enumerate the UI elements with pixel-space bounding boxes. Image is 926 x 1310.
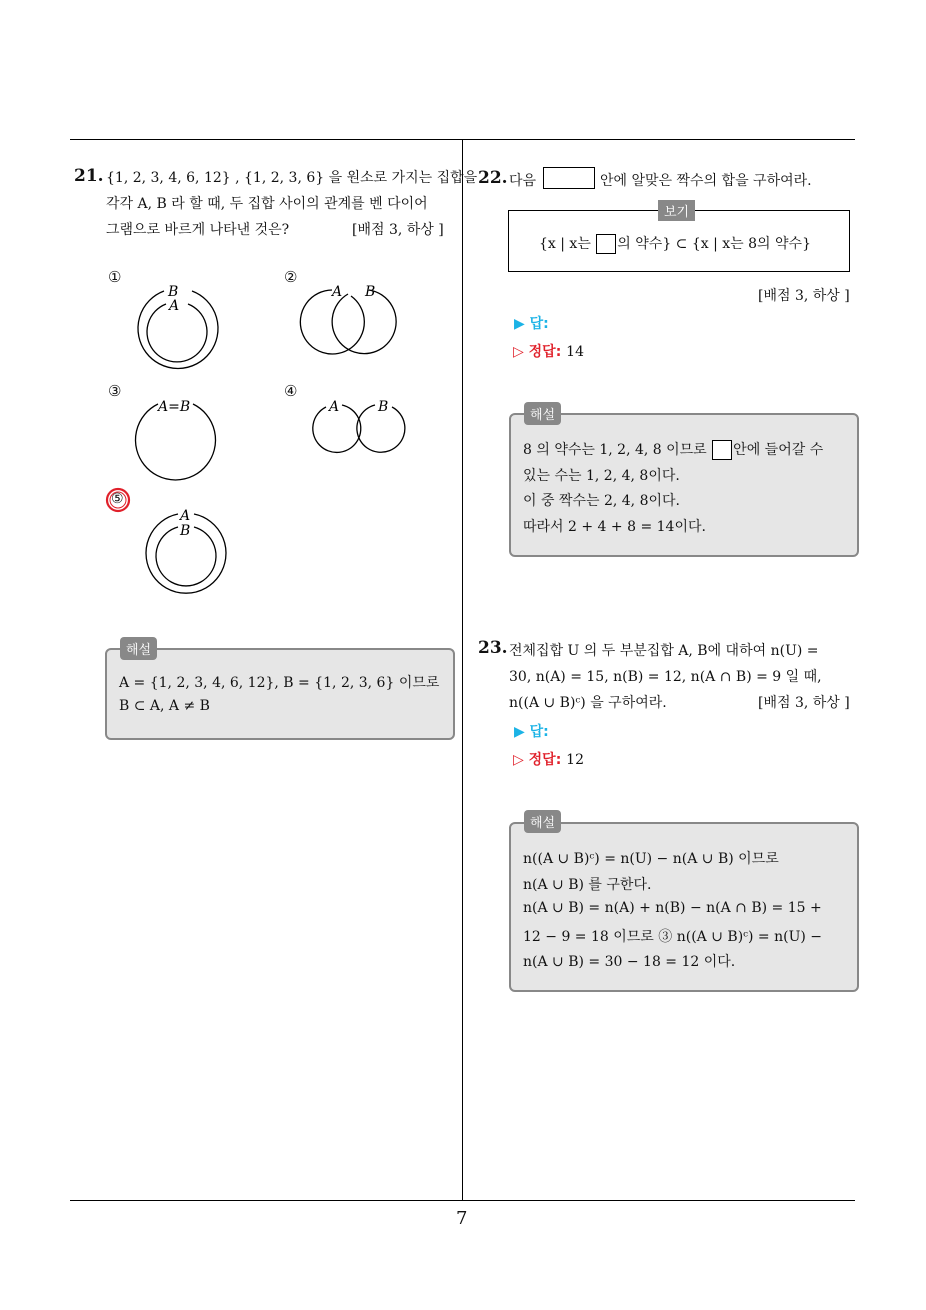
option-number: ① (108, 268, 122, 286)
q23-solution-tag: 해설 (524, 810, 561, 833)
q23-solution-line3: n(A ∪ B) = n(A) + n(B) − n(A ∩ B) = 15 + (523, 900, 822, 916)
q21-option-4[interactable] (284, 382, 414, 462)
q22-bogi-tag: 보기 (658, 200, 695, 221)
correct-label: ▷ 정답: (513, 344, 562, 360)
q22-answer-blank (543, 167, 595, 189)
q21-line1: {1, 2, 3, 4, 6, 12} , {1, 2, 3, 6} 을 원소로 가지는 집합을 (106, 170, 478, 186)
q22-correct-row (513, 341, 584, 361)
q22-score: [배점 3, 하상 ] (758, 288, 850, 304)
q23-line1: 전체집합 U 의 두 부분집합 A, B에 대하여 n(U) = (509, 643, 819, 659)
column-divider (462, 139, 463, 1201)
correct-value: 12 (566, 752, 584, 768)
venn-label-right: B (365, 284, 376, 300)
venn-diagram-3 (108, 382, 228, 482)
q23-solution-box (509, 822, 859, 992)
q21-option-2[interactable] (284, 268, 414, 358)
venn-label-right: B (378, 399, 389, 415)
q21-number: 21. (74, 166, 104, 186)
venn-diagram-4 (284, 382, 414, 462)
q22-number: 22. (478, 168, 508, 188)
q21-option-5[interactable] (104, 486, 234, 596)
q22-bogi-content (539, 233, 811, 254)
bogi-mid: 의 약수} ⊂ {x | x는 8의 약수} (617, 236, 811, 252)
q23-correct-row (513, 749, 584, 769)
q22-solution-line3: 이 중 짝수는 2, 4, 8이다. (523, 493, 680, 509)
q21-solution-box (105, 648, 455, 740)
q22-solution-line2: 있는 수는 1, 2, 4, 8이다. (523, 468, 680, 484)
option-number: ③ (108, 382, 122, 400)
bogi-left: {x | x는 (539, 236, 591, 252)
venn-label-outer: A (180, 508, 191, 524)
correct-label: ▷ 정답: (513, 752, 562, 768)
q22-solution-line1: 8 의 약수는 1, 2, 4, 8 이므로 안에 들어갈 수 (523, 442, 824, 458)
q23-line3: n((A ∪ B)ᶜ) 을 구하여라. (509, 695, 667, 711)
correct-value: 14 (566, 344, 584, 360)
venn-label-inner: A (169, 298, 180, 314)
q21-line2: 각각 A, B 라 할 때, 두 집합 사이의 관계를 벤 다이어 (106, 196, 428, 212)
venn-label-inner: B (180, 523, 191, 539)
venn-diagram-2 (284, 268, 414, 358)
q23-score: [배점 3, 하상 ] (758, 695, 850, 711)
q21-option-1[interactable] (108, 268, 228, 378)
q21-solution-tag: 해설 (120, 637, 157, 660)
q22-solution-line4: 따라서 2 + 4 + 8 = 14이다. (523, 519, 706, 535)
q21-option-3[interactable] (108, 382, 228, 482)
q21-score: [배점 3, 하상 ] (352, 222, 444, 238)
q23-solution-line2: n(A ∪ B) 를 구한다. (523, 877, 652, 893)
q21-solution-line1: A = {1, 2, 3, 4, 6, 12}, B = {1, 2, 3, 6} 이므로 (119, 675, 440, 691)
q22-solution-box (509, 413, 859, 557)
q21-line3: 그램으로 바르게 나타낸 것은? (106, 222, 290, 238)
q22-text-after: 안에 알맞은 짝수의 합을 구하여라. (600, 173, 812, 189)
q22-answer-label: ▶ 답: (514, 316, 549, 332)
venn-label-left: A (332, 284, 343, 300)
bottom-rule (70, 1200, 855, 1201)
q21-solution-line2: B ⊂ A, A ≠ B (119, 698, 210, 714)
option-number-selected: ⑤ (111, 491, 124, 507)
bogi-blank (596, 234, 616, 254)
q23-solution-line5: n(A ∪ B) = 30 − 18 = 12 이다. (523, 954, 736, 970)
option-number: ④ (284, 382, 298, 400)
venn-label-left: A (329, 399, 340, 415)
option-number: ② (284, 268, 298, 286)
q23-line2: 30, n(A) = 15, n(B) = 12, n(A ∩ B) = 9 일 때, (509, 669, 822, 685)
q23-answer-label: ▶ 답: (514, 724, 549, 740)
page-number: 7 (456, 1208, 468, 1229)
venn-label-outer: B (168, 284, 179, 300)
q23-number: 23. (478, 638, 508, 658)
venn-label-equal: A=B (158, 399, 191, 415)
q23-solution-line4: 12 − 9 = 18 이므로 ③ n((A ∪ B)ᶜ) = n(U) − (523, 929, 823, 945)
q22-solution-tag: 해설 (524, 402, 561, 425)
q22-text-before: 다음 (509, 173, 537, 189)
q23-solution-line1: n((A ∪ B)ᶜ) = n(U) − n(A ∪ B) 이므로 (523, 851, 779, 867)
solution-blank (712, 440, 732, 460)
venn-diagram-1 (108, 268, 228, 378)
